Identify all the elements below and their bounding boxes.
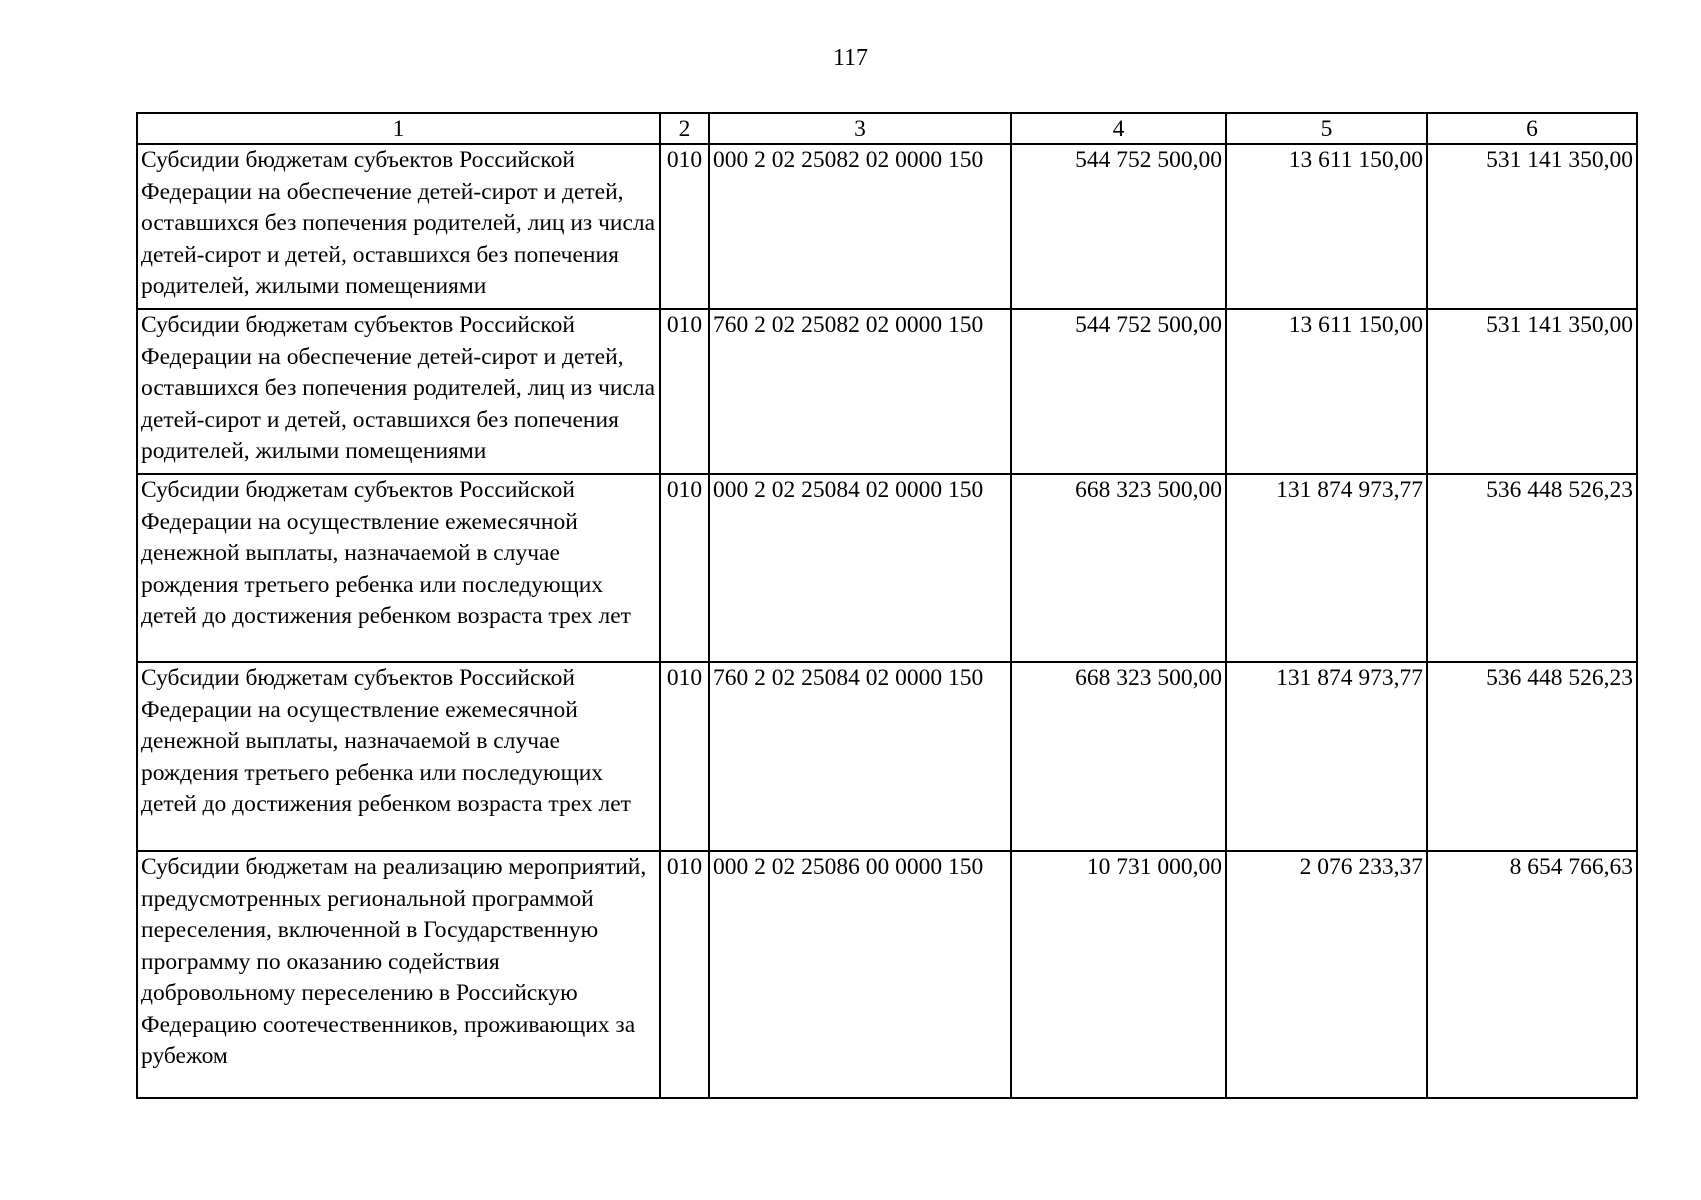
page-number: 117	[832, 45, 869, 71]
admin-code-cell: 010	[660, 662, 709, 851]
executed-amount-cell: 2 076 233,37	[1226, 851, 1427, 1098]
remaining-amount-cell: 536 448 526,23	[1427, 474, 1637, 662]
row-name-cell: Субсидии бюджетам субъектов Российской Федерации на осуществление ежемесячной денежной выплаты, назначаемой в случае рождения третьего ребенка или последующих детей до достижения ребенком возраста трех лет	[137, 662, 660, 851]
table-header-row	[137, 113, 1637, 144]
column-number-4: 4	[1011, 113, 1226, 144]
approved-amount-cell: 668 323 500,00	[1011, 662, 1226, 851]
table-row	[137, 474, 1637, 662]
remaining-amount-cell: 531 141 350,00	[1427, 309, 1637, 474]
table-row	[137, 851, 1637, 1098]
approved-amount-cell: 544 752 500,00	[1011, 309, 1226, 474]
kbk-code-cell: 760 2 02 25084 02 0000 150	[709, 662, 1011, 851]
kbk-code-cell: 000 2 02 25082 02 0000 150	[709, 144, 1011, 309]
kbk-code-cell: 760 2 02 25082 02 0000 150	[709, 309, 1011, 474]
column-number-5: 5	[1226, 113, 1427, 144]
row-name-cell: Субсидии бюджетам субъектов Российской Федерации на осуществление ежемесячной денежной выплаты, назначаемой в случае рождения третьего ребенка или последующих детей до достижения ребенком возраста трех лет	[137, 474, 660, 662]
admin-code-cell: 010	[660, 144, 709, 309]
executed-amount-cell: 13 611 150,00	[1226, 144, 1427, 309]
column-number-6: 6	[1427, 113, 1637, 144]
executed-amount-cell: 131 874 973,77	[1226, 662, 1427, 851]
row-name-cell: Субсидии бюджетам на реализацию мероприятий, предусмотренных региональной программой переселения, включенной в Государственную программу по оказанию содействия добровольному переселению в Российскую Федерацию соотечественников, проживающих за рубежом	[137, 851, 660, 1098]
column-number-3: 3	[709, 113, 1011, 144]
remaining-amount-cell: 531 141 350,00	[1427, 144, 1637, 309]
remaining-amount-cell: 8 654 766,63	[1427, 851, 1637, 1098]
approved-amount-cell: 668 323 500,00	[1011, 474, 1226, 662]
admin-code-cell: 010	[660, 851, 709, 1098]
row-name-cell: Субсидии бюджетам субъектов Российской Федерации на обеспечение детей-сирот и детей, оставшихся без попечения родителей, лиц из числа детей-сирот и детей, оставшихся без попечения родителей, жилыми помещениями	[137, 144, 660, 309]
admin-code-cell: 010	[660, 309, 709, 474]
column-number-2: 2	[660, 113, 709, 144]
table-row	[137, 309, 1637, 474]
table-row	[137, 144, 1637, 309]
column-number-1: 1	[137, 113, 660, 144]
executed-amount-cell: 13 611 150,00	[1226, 309, 1427, 474]
executed-amount-cell: 131 874 973,77	[1226, 474, 1427, 662]
approved-amount-cell: 10 731 000,00	[1011, 851, 1226, 1098]
kbk-code-cell: 000 2 02 25086 00 0000 150	[709, 851, 1011, 1098]
budget-table	[136, 112, 1638, 1099]
admin-code-cell: 010	[660, 474, 709, 662]
approved-amount-cell: 544 752 500,00	[1011, 144, 1226, 309]
remaining-amount-cell: 536 448 526,23	[1427, 662, 1637, 851]
kbk-code-cell: 000 2 02 25084 02 0000 150	[709, 474, 1011, 662]
row-name-cell: Субсидии бюджетам субъектов Российской Федерации на обеспечение детей-сирот и детей, оставшихся без попечения родителей, лиц из числа детей-сирот и детей, оставшихся без попечения родителей, жилыми помещениями	[137, 309, 660, 474]
table-row	[137, 662, 1637, 851]
